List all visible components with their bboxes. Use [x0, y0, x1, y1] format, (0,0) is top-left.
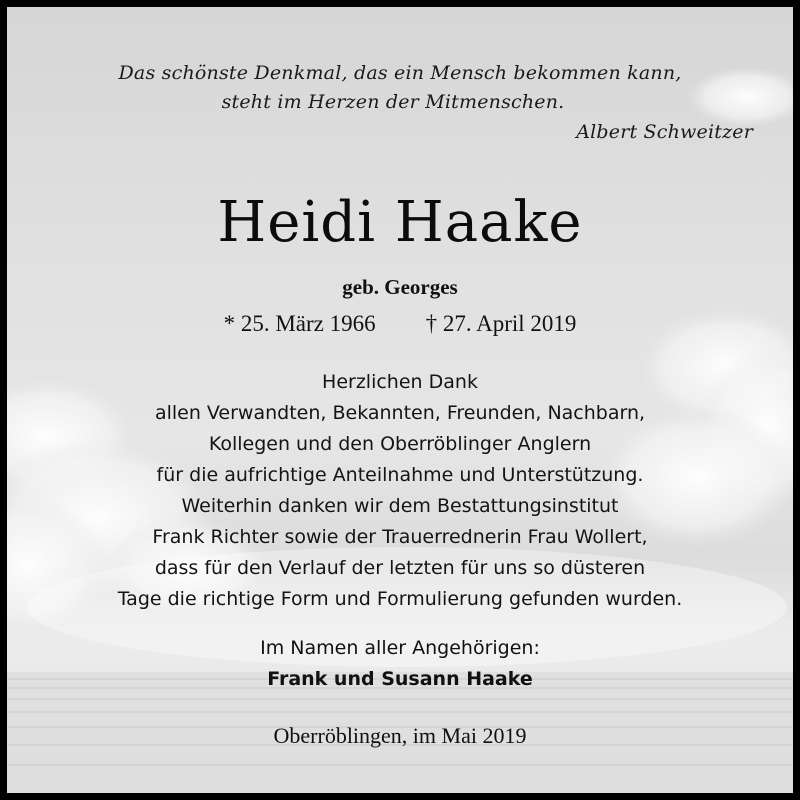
thank-you-message — [7, 367, 793, 615]
life-dates — [7, 311, 793, 337]
signature-intro: Im Namen aller Angehörigen: — [260, 637, 540, 659]
place-date: Oberröblingen, im Mai 2019 — [273, 723, 527, 748]
message-line: Kollegen und den Oberröblinger Anglern — [208, 433, 592, 455]
message-line: für die aufrichtige Anteilnahme und Unterstützung. — [156, 464, 644, 486]
message-line: Weiterhin danken wir dem Bestattungsinstitut — [181, 495, 619, 517]
message-line: Herzlichen Dank — [322, 371, 478, 393]
quote-line-1: Das schönste Denkmal, das ein Mensch bekommen kann, — [118, 62, 682, 84]
death-date: † 27. April 2019 — [425, 311, 577, 336]
maiden-name: geb. Georges — [342, 275, 458, 299]
quote-line-2: steht im Herzen der Mitmenschen. — [221, 91, 565, 113]
signature-block — [7, 633, 793, 695]
deceased-name: Heidi Haake — [217, 190, 583, 255]
message-line: dass für den Verlauf der letzten für uns so düsteren — [154, 557, 646, 579]
quote-author: Albert Schweitzer — [576, 121, 753, 143]
message-line: Frank Richter sowie der Trauerrednerin Frau Wollert, — [152, 526, 648, 548]
signature-names: Frank und Susann Haake — [267, 668, 533, 690]
birth-date: * 25. März 1966 — [223, 311, 376, 336]
message-line: allen Verwandten, Bekannten, Freunden, Nachbarn, — [154, 402, 646, 424]
message-line: Tage die richtige Form und Formulierung gefunden wurden. — [117, 588, 683, 610]
